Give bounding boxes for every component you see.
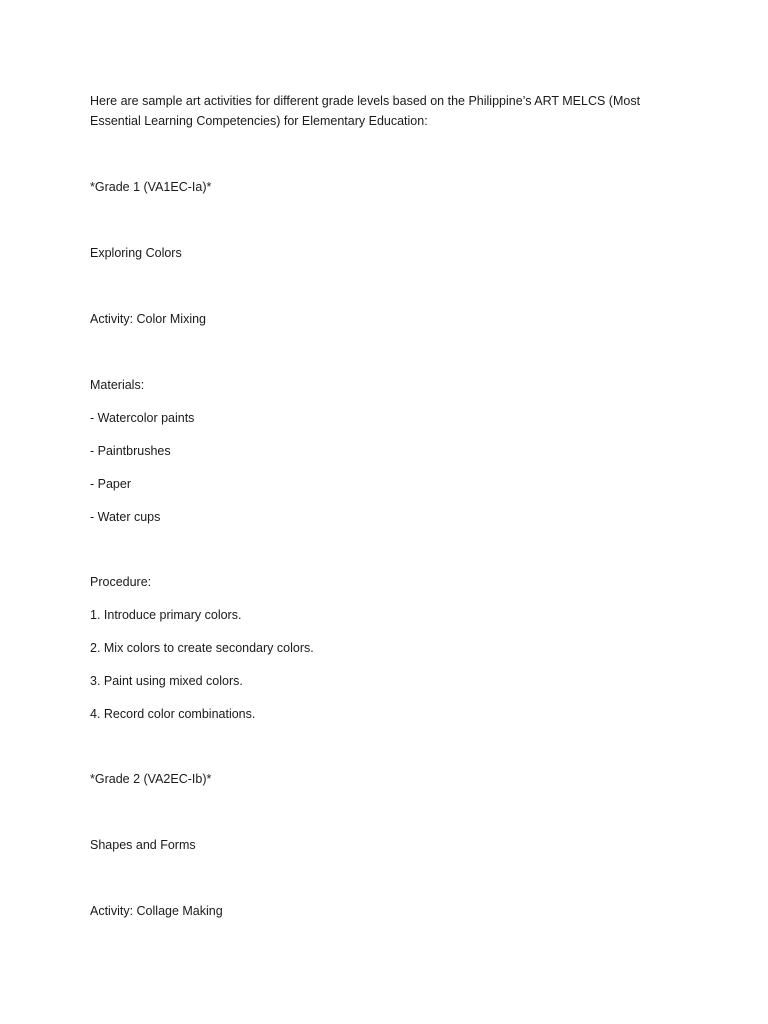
material-item: - Paintbrushes (90, 444, 171, 458)
procedure-step: 1. Introduce primary colors. (90, 608, 242, 622)
grade2-heading: *Grade 2 (VA2EC-Ib)* (90, 772, 212, 786)
grade1-topic: Exploring Colors (90, 246, 182, 260)
intro-paragraph: Here are sample art activities for different grade levels based on the Philippine’s ART MELCS (Most Essential Learning Competencies) for Elementary Education: (90, 94, 641, 128)
grade2-activity: Activity: Collage Making (90, 904, 223, 918)
procedure-step: 4. Record color combinations. (90, 707, 256, 721)
grade1-heading: *Grade 1 (VA1EC-Ia)* (90, 180, 212, 194)
grade2-topic: Shapes and Forms (90, 838, 196, 852)
material-item: - Water cups (90, 510, 161, 524)
material-item: - Watercolor paints (90, 411, 195, 425)
material-item: - Paper (90, 477, 131, 491)
grade1-activity: Activity: Color Mixing (90, 312, 206, 326)
grade1-materials-label: Materials: (90, 378, 145, 392)
grade1-procedure-label: Procedure: (90, 575, 152, 589)
procedure-step: 2. Mix colors to create secondary colors. (90, 641, 314, 655)
procedure-step: 3. Paint using mixed colors. (90, 674, 243, 688)
